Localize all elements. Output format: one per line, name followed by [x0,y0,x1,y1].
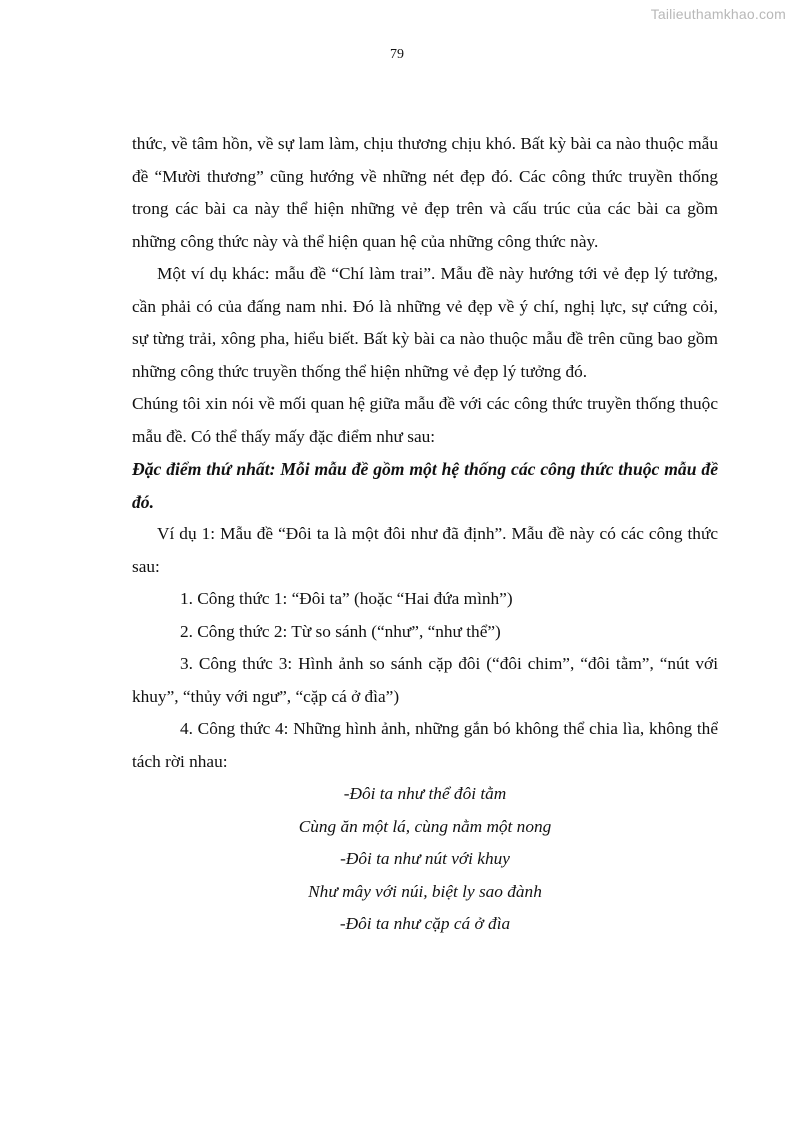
example-intro: Ví dụ 1: Mẫu đề “Đôi ta là một đôi như đã định”. Mẫu đề này có các công thức sau: [132,524,718,576]
paragraph: thức, về tâm hồn, về sự lam làm, chịu thương chịu khó. Bất kỳ bài ca nào thuộc mẫu đề “Mười thương” cũng hướng về những nét đẹp đó. Các công thức truyền thống trong các bài ca này thể hiện những vẻ đẹp trên và cấu trúc của các bài ca gồm những công thức này và thể hiện quan hệ của những công thức này. [132,134,718,251]
paragraph: Một ví dụ khác: mẫu đề “Chí làm trai”. Mẫu đề này hướng tới vẻ đẹp lý tưởng, cần phải có của đấng nam nhi. Đó là những vẻ đẹp về ý chí, nghị lực, sự cứng cỏi, sự từng trải, xông pha, hiểu biết. Bất kỳ bài ca nào thuộc mẫu đề trên cũng bao gồm những công thức truyền thống thể hiện những vẻ đẹp lý tưởng đó. [132,264,718,381]
watermark: Tailieuthamkhao.com [650,6,786,22]
formula-item: 4. Công thức 4: Những hình ảnh, những gắn bó không thể chia lìa, không thể tách rời nhau: [132,719,718,771]
formula-item: 3. Công thức 3: Hình ảnh so sánh cặp đôi (“đôi chim”, “đôi tằm”, “nút với khuy”, “thủy với ngư”, “cặp cá ở đìa”) [132,654,718,706]
verse-line: -Đôi ta như thể đôi tằm [343,784,507,803]
formula-item: 1. Công thức 1: “Đôi ta” (hoặc “Hai đứa mình”) [180,589,513,608]
page-number: 79 [390,47,404,62]
formula-item: 2. Công thức 2: Từ so sánh (“như”, “như thể”) [180,621,501,641]
verse-line: Cùng ăn một lá, cùng nằm một nong [298,816,552,836]
paragraph: Chúng tôi xin nói về mối quan hệ giữa mẫu đề với các công thức truyền thống thuộc mẫu đề. Có thể thấy mấy đặc điểm như sau: [132,394,718,446]
verse-line: -Đôi ta như cặp cá ở đìa [339,914,511,933]
verse-line: Như mây với núi, biệt ly sao đành [308,881,542,901]
section-heading: Đặc điểm thứ nhất: Mỗi mẫu đề gồm một hệ thống các công thức thuộc mẫu đề đó. [132,459,718,512]
verse-line: -Đôi ta như nút với khuy [340,849,510,868]
document-body [132,128,718,941]
